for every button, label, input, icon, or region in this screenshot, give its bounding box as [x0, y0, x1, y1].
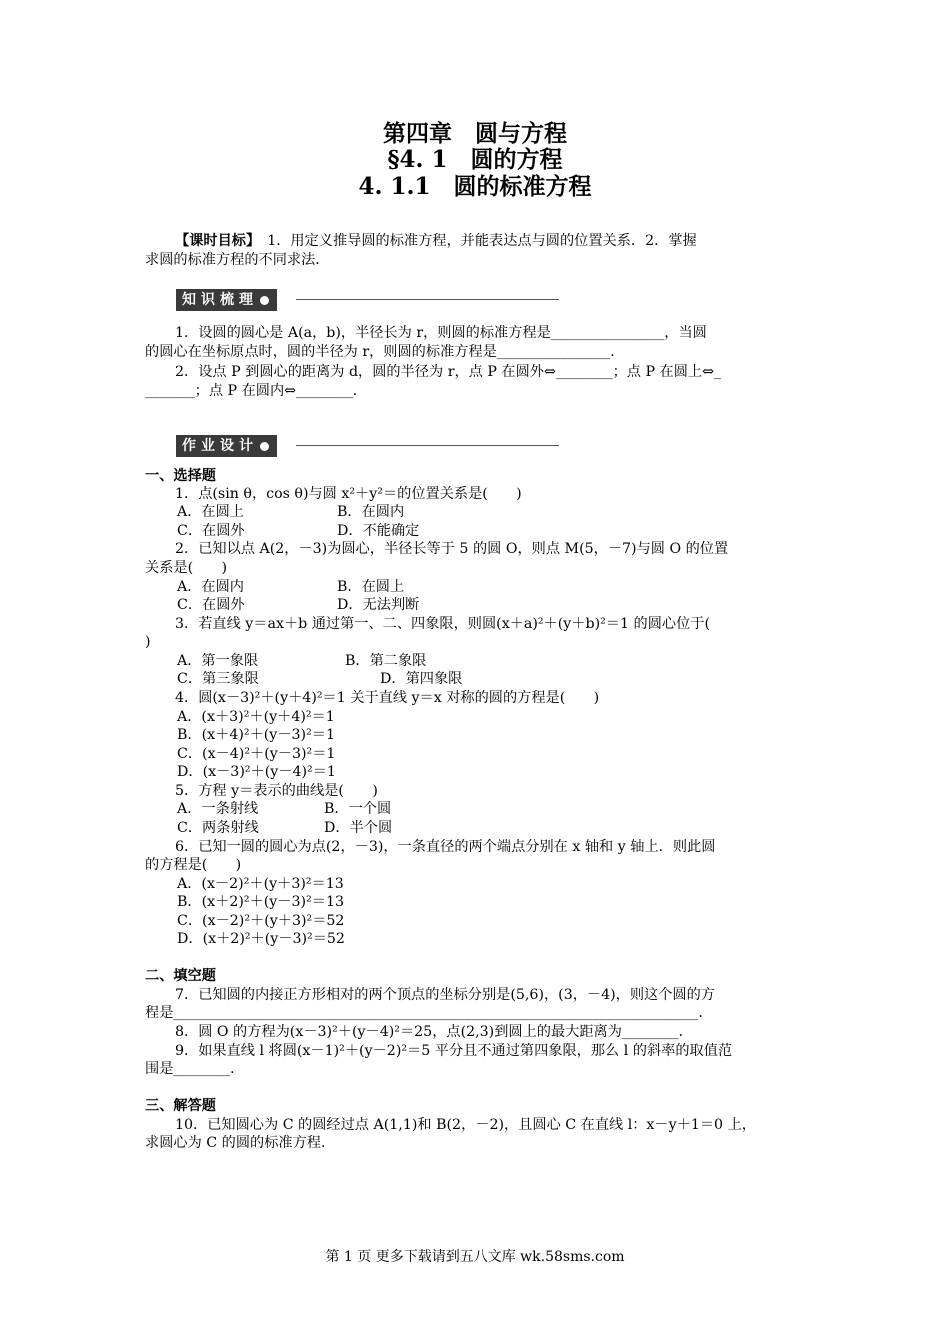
homework-banner — [176, 435, 277, 457]
question-7a: 7．已知圆的内接正方形相对的两个顶点的坐标分别是(5,6)，(3，－4)，则这个圆的方 — [175, 987, 715, 1003]
knowledge-banner-label: 知识梳理 — [182, 292, 258, 308]
objective-line-1 — [145, 232, 815, 251]
q5-option-c: C．两条射线 — [177, 820, 259, 836]
section-choice: 一、选择题 — [145, 468, 216, 484]
question-6a: 6．已知一圆的圆心为点(2，－3)，一条直径的两个端点分别在 x 轴和 y 轴上．则此圆 — [175, 839, 716, 855]
page-footer: 第 1 页 更多下载请到五八文库 wk.58sms.com — [325, 1249, 625, 1265]
homework-banner-label: 作业设计 — [182, 438, 258, 454]
question-2a: 2．已知以点 A(2，－3)为圆心，半径长等于 5 的圆 O，则点 M(5，－7)与圆 O 的位置 — [175, 541, 729, 557]
q1-option-a: A．在圆上 — [177, 504, 244, 520]
banner-divider — [296, 445, 559, 446]
section-answer: 三、解答题 — [145, 1098, 216, 1114]
q5-option-d: D．半个圆 — [324, 820, 393, 836]
q2-option-a: A．在圆内 — [177, 579, 244, 595]
q3-option-c: C．第三象限 — [177, 671, 259, 687]
question-6b: 的方程是( ) — [145, 857, 242, 873]
knowledge-banner — [176, 289, 277, 311]
homework-banner-box — [176, 435, 277, 457]
bullet-icon — [260, 442, 269, 451]
q2-option-c: C．在圆外 — [177, 597, 245, 613]
q1-option-b: B．在圆内 — [337, 504, 405, 520]
question-5: 5．方程 y＝表示的曲线是( ) — [175, 783, 378, 799]
q6-option-a: A．(x－2)²＋(y＋3)²＝13 — [177, 876, 344, 892]
q2-option-b: B．在圆上 — [337, 579, 405, 595]
q2-option-d: D．无法判断 — [337, 597, 420, 613]
question-3a: 3．若直线 y＝ax＋b 通过第一、二、四象限，则圆(x＋a)²＋(y＋b)²＝1 的圆心位于( — [175, 616, 710, 632]
question-7b: 程是__________________________________________________________________________． — [145, 1005, 713, 1021]
question-8: 8．圆 O 的方程为(x－3)²＋(y－4)²＝25，点(2,3)到圆上的最大距离为________． — [175, 1024, 693, 1040]
q4-option-d: D．(x－3)²＋(y－4)²＝1 — [177, 764, 336, 780]
question-9b: 围是________． — [145, 1061, 245, 1077]
section-title: §4. 1 圆的方程 — [387, 146, 563, 173]
q6-option-b: B．(x＋2)²＋(y－3)²＝13 — [177, 894, 345, 910]
q4-option-b: B．(x＋4)²＋(y－3)²＝1 — [177, 727, 335, 743]
subsection-title: 4. 1.1 圆的标准方程 — [358, 173, 592, 200]
q3-option-d: D．第四象限 — [380, 671, 463, 687]
knowledge-item-1b: 的圆心在坐标原点时，圆的半径为 r，则圆的标准方程是________________． — [145, 344, 625, 360]
knowledge-item-1a: 1．设圆的圆心是 A(a，b)，半径长为 r，则圆的标准方程是________________，当圆 — [175, 325, 707, 341]
q6-option-c: C．(x－2)²＋(y＋3)²＝52 — [177, 913, 345, 929]
q6-option-d: D．(x＋2)²＋(y－3)²＝52 — [177, 931, 345, 947]
q4-option-c: C．(x－4)²＋(y－3)²＝1 — [177, 746, 336, 762]
bullet-icon — [260, 296, 269, 305]
question-9a: 9．如果直线 l 将圆(x－1)²＋(y－2)²＝5 平分且不通过第四象限，那么 l 的斜率的取值范 — [175, 1043, 733, 1059]
knowledge-banner-box — [176, 289, 277, 311]
q5-option-b: B．一个圆 — [324, 801, 392, 817]
knowledge-item-2a: 2．设点 P 到圆心的距离为 d，圆的半径为 r，点 P 在圆外⇔________；点 P 在圆上⇔_ — [175, 364, 722, 380]
objective-label: 【课时目标】 — [175, 233, 254, 249]
q3-option-b: B．第二象限 — [345, 653, 427, 669]
objective-text-1: 1．用定义推导圆的标准方程，并能表达点与圆的位置关系．2．掌握 — [253, 233, 697, 249]
question-10b: 求圆心为 C 的圆的标准方程． — [145, 1135, 336, 1151]
knowledge-item-2b: _______；点 P 在圆内⇔________． — [145, 383, 367, 399]
q5-option-a: A．一条射线 — [177, 801, 259, 817]
banner-divider — [296, 299, 559, 300]
question-2b: 关系是( ) — [145, 560, 228, 576]
section-fill: 二、填空题 — [145, 968, 216, 984]
q4-option-a: A．(x＋3)²＋(y＋4)²＝1 — [177, 709, 335, 725]
question-10a: 10．已知圆心为 C 的圆经过点 A(1,1)和 B(2，－2)，且圆心 C 在直线 l：x－y＋1＝0 上， — [175, 1117, 756, 1133]
chapter-title: 第四章 圆与方程 — [383, 120, 567, 147]
question-4: 4．圆(x－3)²＋(y＋4)²＝1 关于直线 y＝x 对称的圆的方程是( ) — [175, 690, 600, 706]
q1-option-c: C．在圆外 — [177, 523, 245, 539]
question-1: 1．点(sin θ，cos θ)与圆 x²＋y²＝的位置关系是( ) — [175, 486, 522, 502]
q1-option-d: D．不能确定 — [337, 523, 420, 539]
q3-option-a: A．第一象限 — [177, 653, 259, 669]
question-3b: ) — [145, 634, 151, 650]
objective-line-2: 求圆的标准方程的不同求法． — [145, 252, 330, 268]
